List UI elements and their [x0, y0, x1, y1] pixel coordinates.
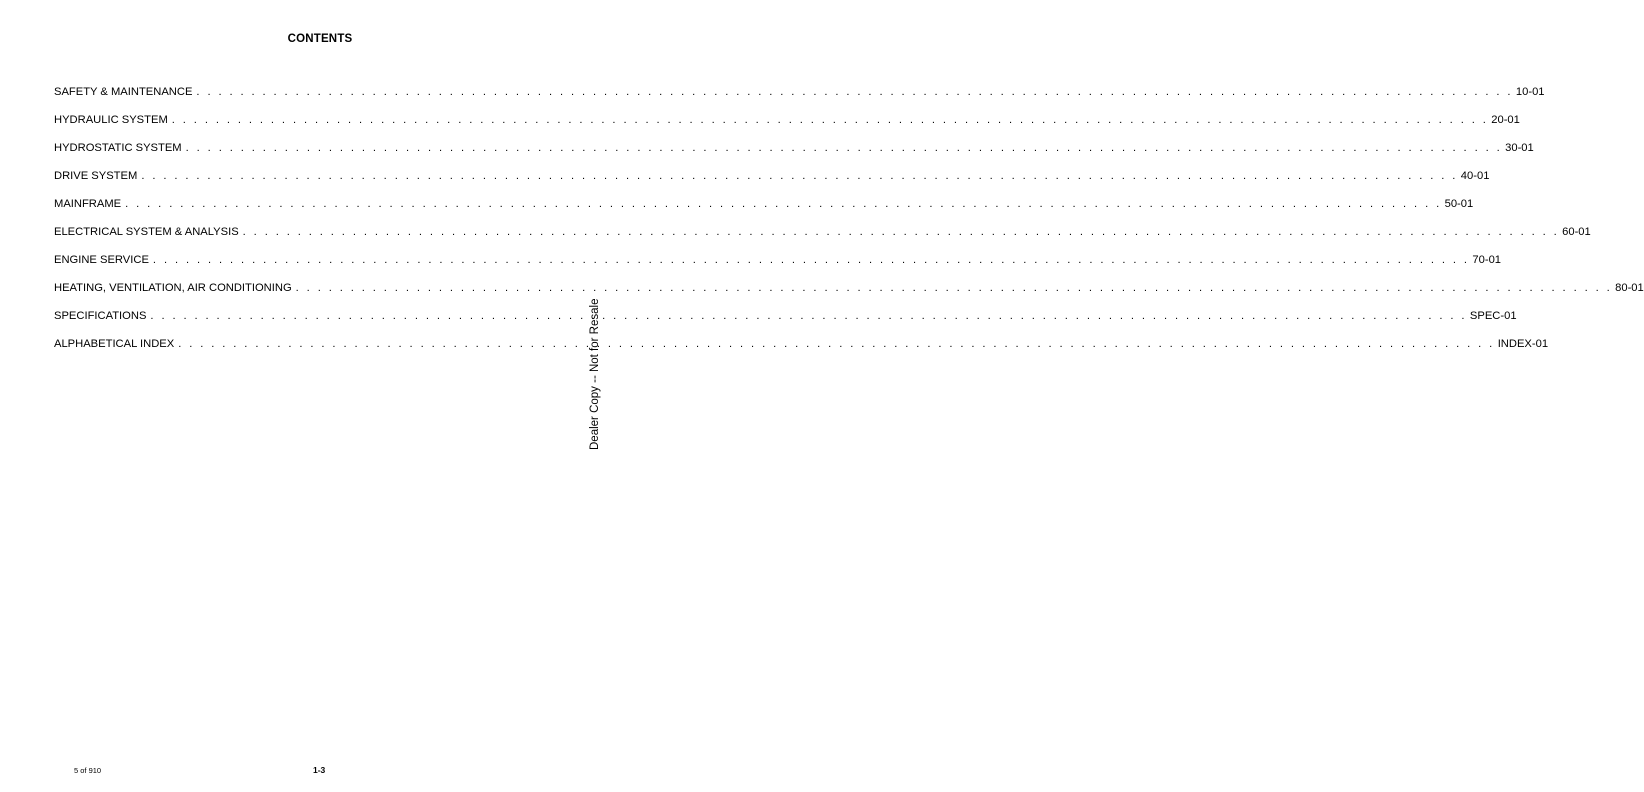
toc-entry-page: 10-01	[1515, 86, 1545, 98]
dot-leader: . . . . . . . . . . . . . . . . . . . . . . . . . . . . . . . . . . . . . . . . . . . . . . . . . . . . . . . . . . . . . . . . . . . . . . . . . . . . . . . . . . . . . . . . . . . . . . . . . . . . . . . . . . . . . . . . . . . . . . . .	[185, 142, 1503, 154]
toc-entry-page: 70-01	[1472, 254, 1502, 266]
toc-entry-hydraulic-system[interactable]	[54, 114, 1520, 142]
toc-entry-label: HYDRAULIC SYSTEM	[54, 114, 168, 126]
toc-entry-page: 40-01	[1460, 170, 1490, 182]
table-of-contents	[54, 86, 1644, 366]
toc-entry-label: MAINFRAME	[54, 198, 122, 210]
toc-entry-specifications[interactable]	[54, 310, 1517, 338]
toc-entry-label: DRIVE SYSTEM	[54, 170, 138, 182]
toc-entry-mainframe[interactable]	[54, 198, 1474, 226]
toc-entry-page: SPEC-01	[1469, 310, 1517, 322]
dot-leader: . . . . . . . . . . . . . . . . . . . . . . . . . . . . . . . . . . . . . . . . . . . . . . . . . . . . . . . . . . . . . . . . . . . . . . . . . . . . . . . . . . . . . . . . . . . . . . . . . . . . . . . . . . . . . . . . . . . . . . . .	[178, 338, 1495, 350]
dot-leader: . . . . . . . . . . . . . . . . . . . . . . . . . . . . . . . . . . . . . . . . . . . . . . . . . . . . . . . . . . . . . . . . . . . . . . . . . . . . . . . . . . . . . . . . . . . . . . . . . . . . . . . . . . . . . . . . . . . . . . . .	[242, 226, 1560, 238]
page-number: 1-3	[313, 765, 326, 775]
watermark-text: Dealer Copy -- Not for Resale	[589, 298, 601, 450]
toc-entry-label: ELECTRICAL SYSTEM & ANALYSIS	[54, 226, 239, 238]
toc-entry-page: INDEX-01	[1497, 338, 1549, 350]
dot-leader: . . . . . . . . . . . . . . . . . . . . . . . . . . . . . . . . . . . . . . . . . . . . . . . . . . . . . . . . . . . . . . . . . . . . . . . . . . . . . . . . . . . . . . . . . . . . . . . . . . . . . . . . . . . . . . . . . . . . . . . .	[150, 310, 1467, 322]
toc-entry-page: 30-01	[1505, 142, 1534, 154]
page-count: 5 of 910	[74, 766, 102, 775]
dot-leader: . . . . . . . . . . . . . . . . . . . . . . . . . . . . . . . . . . . . . . . . . . . . . . . . . . . . . . . . . . . . . . . . . . . . . . . . . . . . . . . . . . . . . . . . . . . . . . . . . . . . . . . . . . . . . . . . . . . . . . . .	[196, 86, 1513, 98]
toc-entry-drive-system[interactable]	[54, 170, 1490, 198]
dot-leader: . . . . . . . . . . . . . . . . . . . . . . . . . . . . . . . . . . . . . . . . . . . . . . . . . . . . . . . . . . . . . . . . . . . . . . . . . . . . . . . . . . . . . . . . . . . . . . . . . . . . . . . . . . . . . . . . . . . . . . . .	[171, 114, 1489, 126]
toc-entry-heating-ventilation-air-conditioning[interactable]	[54, 282, 1644, 310]
toc-entry-label: ENGINE SERVICE	[54, 254, 149, 266]
toc-entry-hydrostatic-system[interactable]	[54, 142, 1534, 170]
dot-leader: . . . . . . . . . . . . . . . . . . . . . . . . . . . . . . . . . . . . . . . . . . . . . . . . . . . . . . . . . . . . . . . . . . . . . . . . . . . . . . . . . . . . . . . . . . . . . . . . . . . . . . . . . . . . . . . . . . . . . . . .	[295, 282, 1613, 294]
toc-entry-electrical-system-analysis[interactable]	[54, 226, 1591, 254]
toc-entry-page: 50-01	[1444, 198, 1474, 210]
toc-entry-label: HYDROSTATIC SYSTEM	[54, 142, 182, 154]
page-title: CONTENTS	[287, 33, 353, 45]
dot-leader: . . . . . . . . . . . . . . . . . . . . . . . . . . . . . . . . . . . . . . . . . . . . . . . . . . . . . . . . . . . . . . . . . . . . . . . . . . . . . . . . . . . . . . . . . . . . . . . . . . . . . . . . . . . . . . . . . . . . . . . .	[152, 254, 1470, 266]
dot-leader: . . . . . . . . . . . . . . . . . . . . . . . . . . . . . . . . . . . . . . . . . . . . . . . . . . . . . . . . . . . . . . . . . . . . . . . . . . . . . . . . . . . . . . . . . . . . . . . . . . . . . . . . . . . . . . . . . . . . . . . .	[125, 198, 1442, 210]
dealer-copy-watermark	[587, 298, 603, 450]
toc-entry-label: ALPHABETICAL INDEX	[54, 338, 175, 350]
toc-entry-label: SAFETY & MAINTENANCE	[54, 86, 193, 98]
toc-entry-alphabetical-index[interactable]	[54, 338, 1549, 366]
toc-entry-page: 60-01	[1562, 226, 1591, 238]
toc-entry-page: 20-01	[1491, 114, 1520, 126]
toc-entry-label: HEATING, VENTILATION, AIR CONDITIONING	[54, 282, 292, 294]
toc-entry-engine-service[interactable]	[54, 254, 1502, 282]
toc-entry-page: 80-01	[1615, 282, 1644, 294]
toc-entry-label: SPECIFICATIONS	[54, 310, 147, 322]
toc-entry-safety-maintenance[interactable]	[54, 86, 1545, 114]
dot-leader: . . . . . . . . . . . . . . . . . . . . . . . . . . . . . . . . . . . . . . . . . . . . . . . . . . . . . . . . . . . . . . . . . . . . . . . . . . . . . . . . . . . . . . . . . . . . . . . . . . . . . . . . . . . . . . . . . . . . . . . .	[141, 170, 1458, 182]
